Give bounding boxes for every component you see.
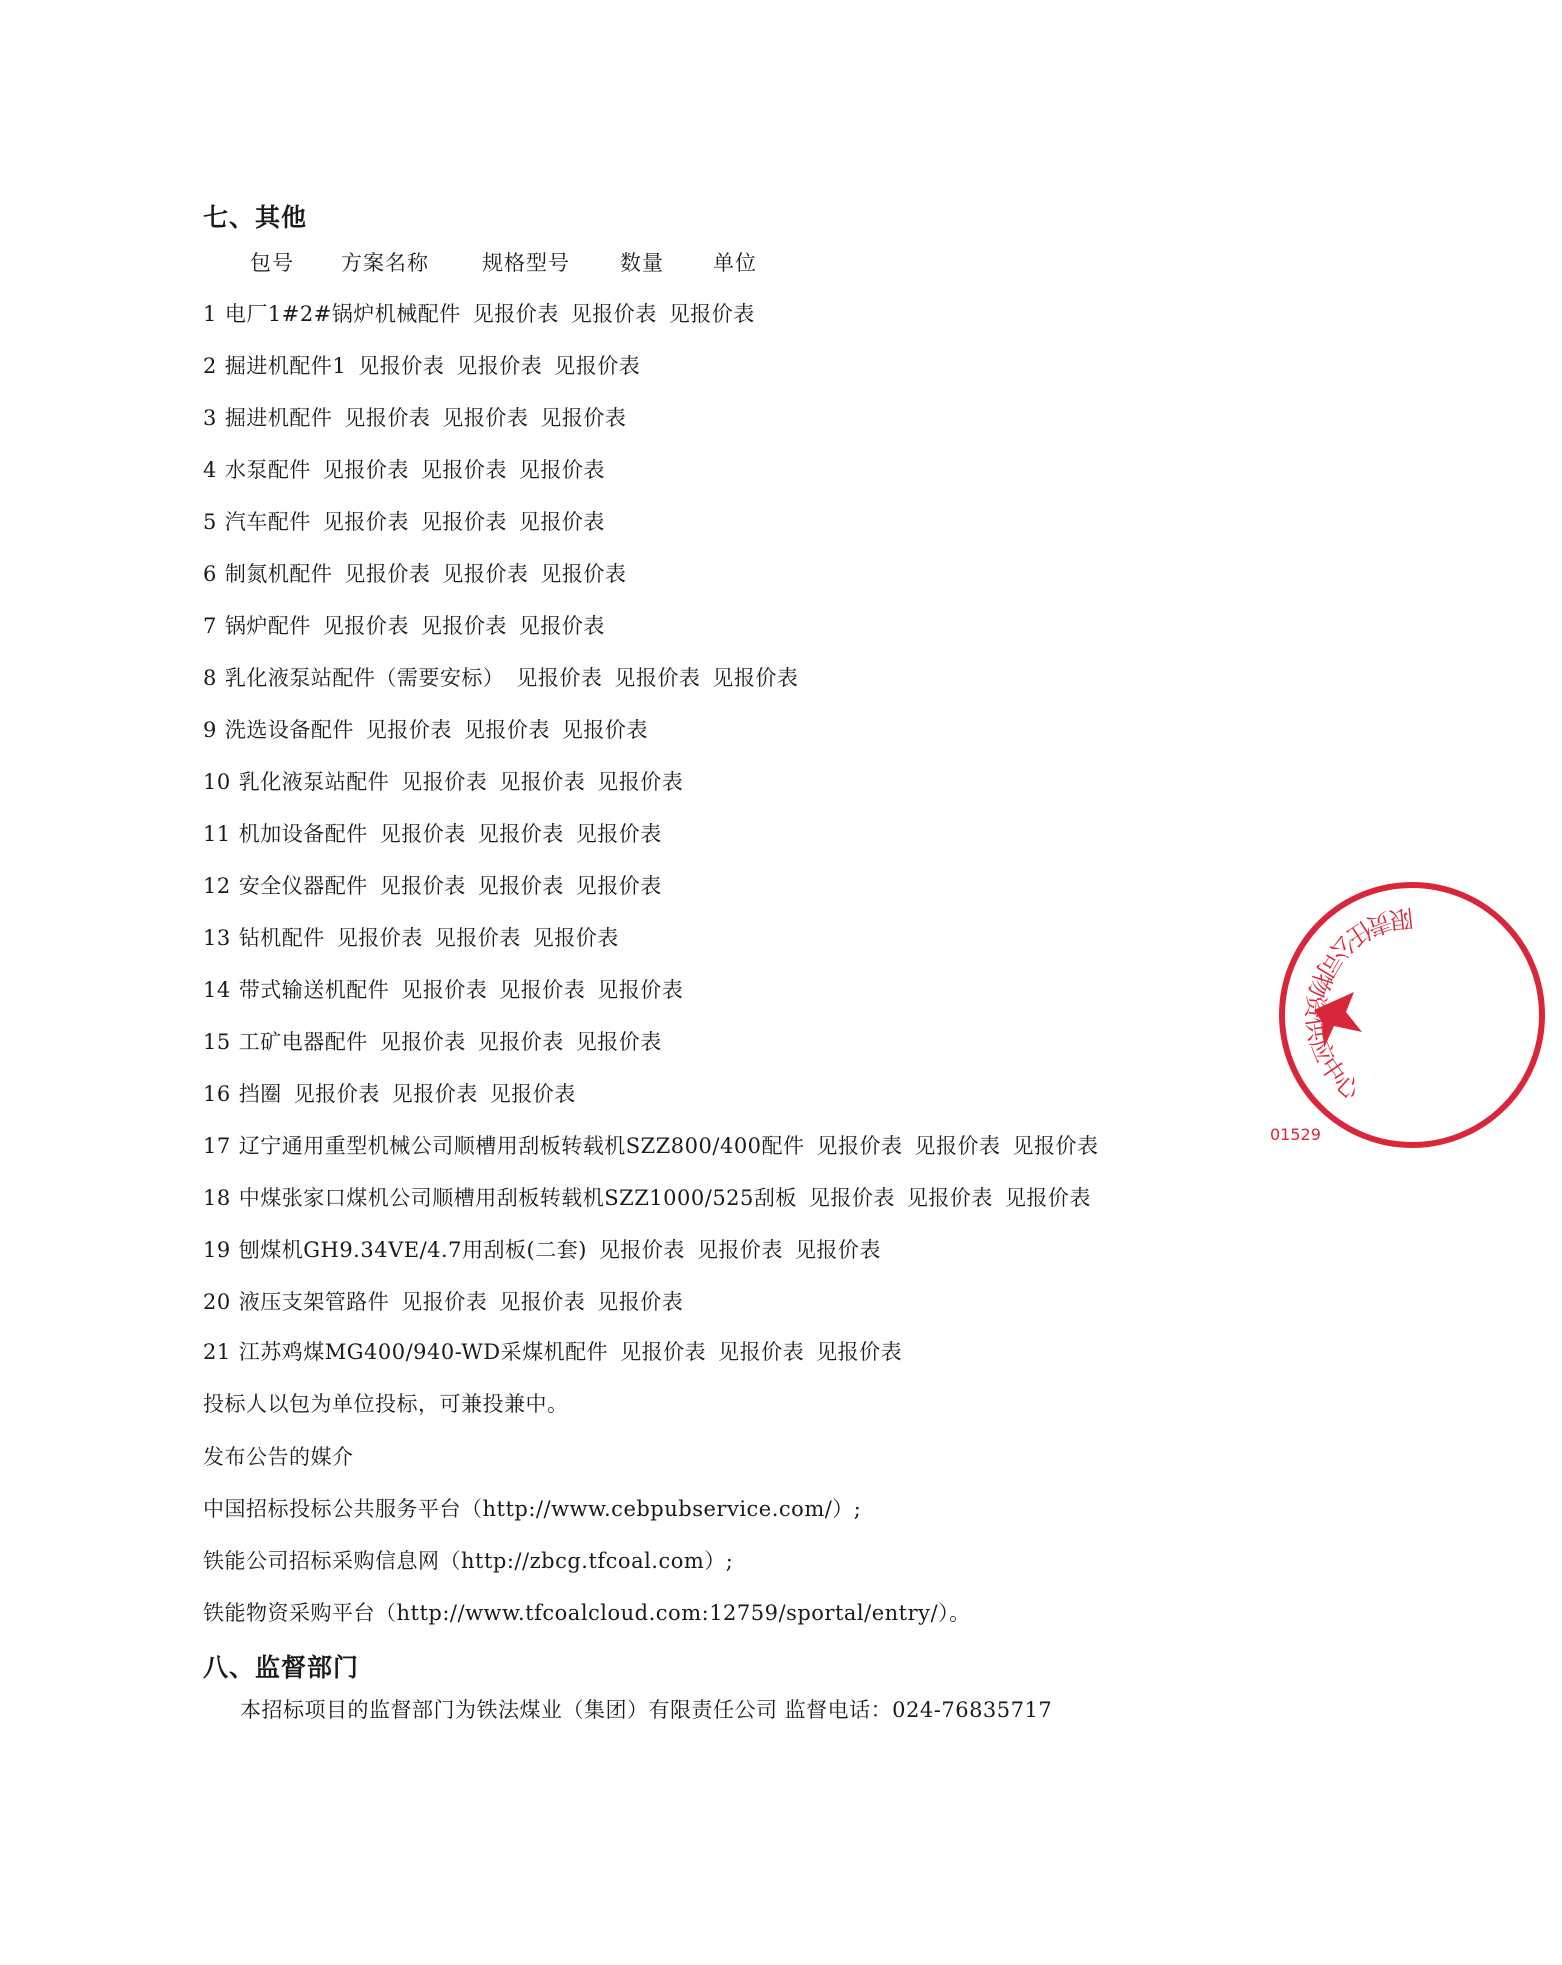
package-number: 18 [203, 1186, 231, 1210]
package-number: 17 [203, 1134, 231, 1158]
package-item [203, 818, 662, 848]
price-table-ref: 见报价表 [420, 510, 507, 534]
package-name: 乳化液泵站配件（需要安标） [224, 666, 505, 690]
package-name: 带式输送机配件 [238, 978, 390, 1002]
price-table-ref: 见报价表 [1004, 1186, 1091, 1210]
package-name: 中煤张家口煤机公司顺槽用刮板转载机SZZ1000/525刮板 [238, 1186, 797, 1210]
price-table-ref: 见报价表 [575, 822, 662, 846]
media-tfcoalcloud: 铁能物资采购平台（http://www.tfcoalcloud.com:12759/sportal/entry/）。 [203, 1601, 971, 1625]
package-name: 乳化液泵站配件 [238, 770, 390, 794]
package-item [203, 1336, 902, 1366]
price-table-ref: 见报价表 [442, 562, 529, 586]
package-number: 12 [203, 874, 231, 898]
package-number: 14 [203, 978, 231, 1002]
price-table-ref: 见报价表 [336, 926, 423, 950]
package-name: 洗选设备配件 [224, 718, 354, 742]
column-quantity: 数量 [620, 251, 664, 275]
price-table-ref: 见报价表 [391, 1082, 478, 1106]
package-number: 16 [203, 1082, 231, 1106]
price-table-ref: 见报价表 [816, 1340, 903, 1364]
package-number: 21 [203, 1340, 231, 1364]
price-table-ref: 见报价表 [499, 1290, 586, 1314]
price-table-ref: 见报价表 [570, 302, 657, 326]
package-name: 汽车配件 [224, 510, 311, 534]
price-table-ref: 见报价表 [696, 1238, 783, 1262]
package-number: 1 [203, 302, 217, 326]
package-item [203, 974, 683, 1004]
price-table-ref: 见报价表 [518, 510, 605, 534]
package-item [203, 766, 683, 796]
package-number: 20 [203, 1290, 231, 1314]
price-table-ref: 见报价表 [518, 458, 605, 482]
package-number: 15 [203, 1030, 231, 1054]
package-number: 10 [203, 770, 231, 794]
price-table-ref: 见报价表 [379, 822, 466, 846]
price-table-ref: 见报价表 [906, 1186, 993, 1210]
supervision-text: 本招标项目的监督部门为铁法煤业（集团）有限责任公司 监督电话：024-76835717 [240, 1698, 1053, 1722]
price-table-ref: 见报价表 [620, 1340, 707, 1364]
bid-note: 投标人以包为单位投标，可兼投兼中。 [203, 1392, 569, 1416]
column-unit: 单位 [713, 251, 757, 275]
price-table-ref: 见报价表 [718, 1340, 805, 1364]
package-number: 6 [203, 562, 217, 586]
package-number: 9 [203, 718, 217, 742]
price-table-ref: 见报价表 [575, 1030, 662, 1054]
price-table-ref: 见报价表 [561, 718, 648, 742]
column-package-no: 包号 [250, 251, 294, 275]
price-table-ref: 见报价表 [322, 510, 409, 534]
seal-number: 01529 [1270, 1125, 1321, 1144]
price-table-ref: 见报价表 [401, 1290, 488, 1314]
price-table-ref: 见报价表 [434, 926, 521, 950]
price-table-ref: 见报价表 [477, 874, 564, 898]
package-item [203, 1182, 1091, 1212]
price-table-ref: 见报价表 [516, 666, 603, 690]
package-name: 电厂1#2#锅炉机械配件 [224, 302, 461, 326]
package-number: 13 [203, 926, 231, 950]
price-table-ref: 见报价表 [712, 666, 799, 690]
price-table-ref: 见报价表 [365, 718, 452, 742]
price-table-ref: 见报价表 [472, 302, 559, 326]
package-number: 3 [203, 406, 217, 430]
package-item [203, 714, 648, 744]
package-name: 掘进机配件 [224, 406, 333, 430]
price-table-ref: 见报价表 [614, 666, 701, 690]
media-cebpubservice: 中国招标投标公共服务平台（http://www.cebpubservice.com/）; [203, 1497, 862, 1521]
package-item [203, 1286, 683, 1316]
section-8-heading: 八、监督部门 [203, 1653, 360, 1682]
media-zbcg: 铁能公司招标采购信息网（http://zbcg.tfcoal.com）; [203, 1549, 734, 1573]
package-name: 水泵配件 [224, 458, 311, 482]
media-title: 发布公告的媒介 [203, 1445, 354, 1469]
price-table-ref: 见报价表 [477, 1030, 564, 1054]
package-number: 19 [203, 1238, 231, 1262]
package-item [203, 350, 640, 380]
package-item [203, 1130, 1099, 1160]
package-name: 钻机配件 [238, 926, 325, 950]
price-table-ref: 见报价表 [344, 406, 431, 430]
price-table-ref: 见报价表 [420, 458, 507, 482]
price-table-ref: 见报价表 [518, 614, 605, 638]
package-name: 辽宁通用重型机械公司顺槽用刮板转载机SZZ800/400配件 [238, 1134, 805, 1158]
price-table-ref: 见报价表 [499, 770, 586, 794]
package-item [203, 558, 626, 588]
column-scheme-name: 方案名称 [341, 251, 429, 275]
price-table-ref: 见报价表 [489, 1082, 576, 1106]
price-table-ref: 见报价表 [293, 1082, 380, 1106]
price-table-ref: 见报价表 [401, 978, 488, 1002]
price-table-ref: 见报价表 [598, 1238, 685, 1262]
package-name: 挡圈 [238, 1082, 282, 1106]
package-name: 掘进机配件1 [224, 354, 347, 378]
price-table-ref: 见报价表 [668, 302, 755, 326]
package-number: 8 [203, 666, 217, 690]
price-table-ref: 见报价表 [597, 978, 684, 1002]
price-table-ref: 见报价表 [463, 718, 550, 742]
package-name: 锅炉配件 [224, 614, 311, 638]
column-spec-model: 规格型号 [482, 251, 570, 275]
price-table-ref: 见报价表 [540, 562, 627, 586]
package-name: 江苏鸡煤MG400/940-WD采煤机配件 [238, 1340, 609, 1364]
package-number: 5 [203, 510, 217, 534]
package-number: 7 [203, 614, 217, 638]
price-table-ref: 见报价表 [532, 926, 619, 950]
price-table-ref: 见报价表 [477, 822, 564, 846]
package-item [203, 870, 662, 900]
package-name: 安全仪器配件 [238, 874, 368, 898]
package-item [203, 610, 605, 640]
seal-text: 限责任公司物资供应中心 [1300, 903, 1415, 1106]
package-item [203, 1026, 662, 1056]
package-item [203, 662, 798, 692]
package-name: 刨煤机GH9.34VE/4.7用刮板(二套) [238, 1238, 587, 1262]
price-table-ref: 见报价表 [379, 1030, 466, 1054]
package-item [203, 1078, 576, 1108]
package-number: 11 [203, 822, 231, 846]
price-table-ref: 见报价表 [816, 1134, 903, 1158]
package-name: 液压支架管路件 [238, 1290, 390, 1314]
price-table-ref: 见报价表 [442, 406, 529, 430]
package-item [203, 922, 619, 952]
price-table-ref: 见报价表 [358, 354, 445, 378]
package-number: 4 [203, 458, 217, 482]
package-item [203, 298, 755, 328]
package-item [203, 506, 605, 536]
package-name: 机加设备配件 [238, 822, 368, 846]
price-table-ref: 见报价表 [597, 770, 684, 794]
price-table-ref: 见报价表 [597, 1290, 684, 1314]
company-seal [1262, 870, 1415, 1160]
price-table-ref: 见报价表 [575, 874, 662, 898]
package-number: 2 [203, 354, 217, 378]
price-table-ref: 见报价表 [540, 406, 627, 430]
package-name: 工矿电器配件 [238, 1030, 368, 1054]
price-table-ref: 见报价表 [379, 874, 466, 898]
price-table-ref: 见报价表 [499, 978, 586, 1002]
price-table-ref: 见报价表 [808, 1186, 895, 1210]
price-table-ref: 见报价表 [322, 458, 409, 482]
package-name: 制氮机配件 [224, 562, 333, 586]
price-table-ref: 见报价表 [1012, 1134, 1099, 1158]
section-7-heading: 七、其他 [203, 203, 308, 232]
price-table-ref: 见报价表 [344, 562, 431, 586]
price-table-ref: 见报价表 [554, 354, 641, 378]
price-table-ref: 见报价表 [420, 614, 507, 638]
price-table-ref: 见报价表 [322, 614, 409, 638]
package-item [203, 402, 626, 432]
package-item [203, 454, 605, 484]
package-item [203, 1234, 881, 1264]
price-table-ref: 见报价表 [401, 770, 488, 794]
price-table-ref: 见报价表 [456, 354, 543, 378]
price-table-ref: 见报价表 [914, 1134, 1001, 1158]
price-table-ref: 见报价表 [794, 1238, 881, 1262]
